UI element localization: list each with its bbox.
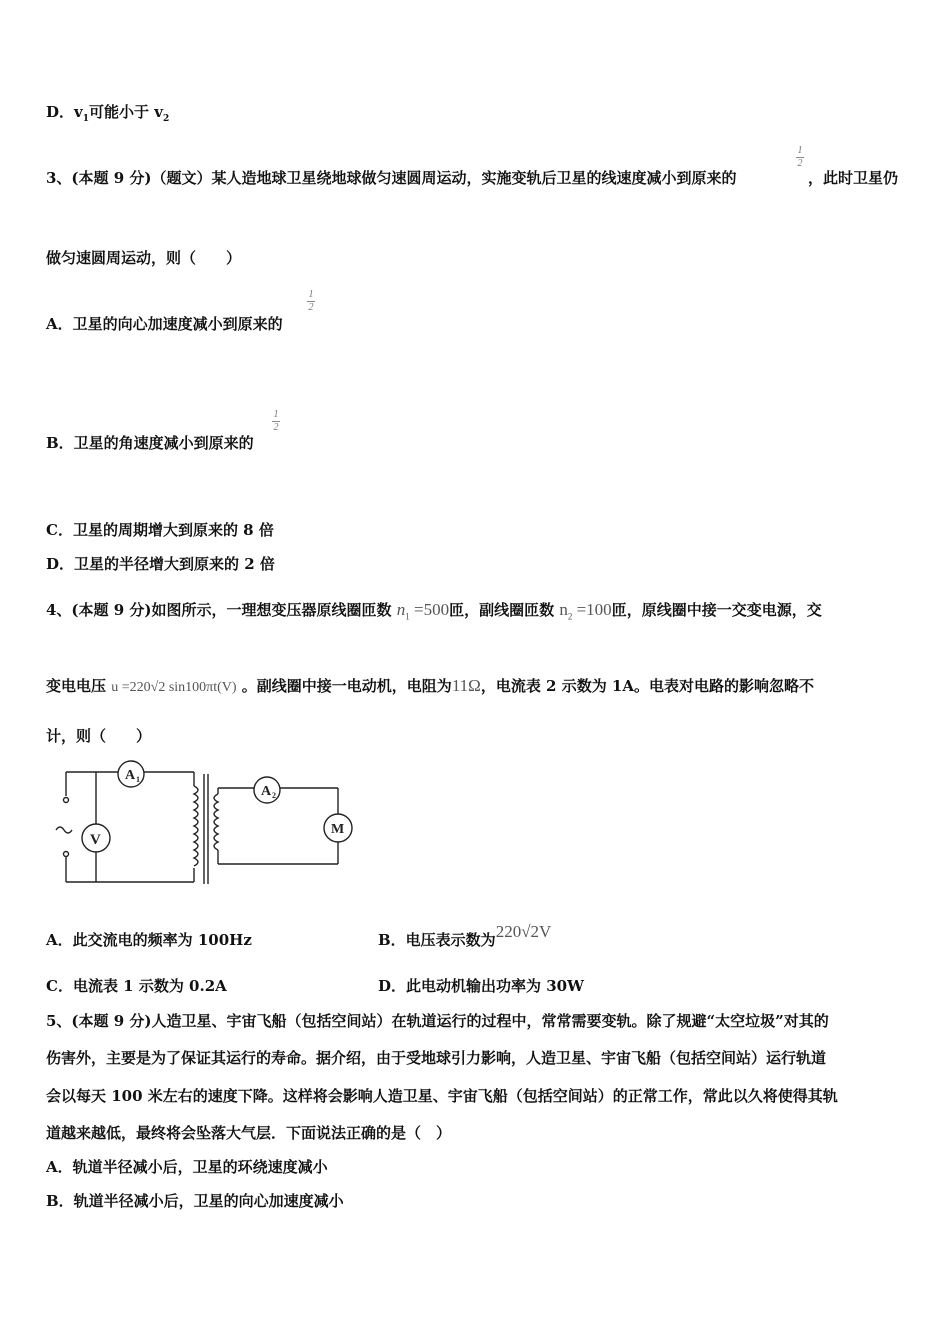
q4-option-b-value: 220√2V (495, 922, 552, 941)
q3-option-b-fraction: 1 2 (273, 409, 279, 433)
q4-resistance: 11Ω (451, 676, 481, 695)
q3-stem-line2: 做匀速圆周运动，则（ ） (46, 249, 242, 267)
q3-option-b: B．卫星的角速度减小到原来的 (46, 434, 254, 452)
q4-option-d: D．此电动机输出功率为 30W (378, 977, 584, 995)
q2-option-d: D．$v_1$可能小于 $v_2$ (46, 103, 170, 124)
q4-stem-line3: 计，则（ ） (46, 727, 152, 745)
q5-stem-line2: 伤害外，主要是为了保证其运行的寿命。据介绍，由于受地球引力影响，人造卫星、宇宙飞船（包括空间站）运行轨道 (46, 1049, 827, 1067)
q4-n1: $n_1 =500$ (396, 600, 450, 622)
q5-stem-line4: 道越来越低，最终将会坠落大气层．下面说法正确的是（ ） (46, 1124, 452, 1142)
q4-voltage-expression: u =220√2 sin100πt(V) (111, 680, 237, 695)
q4-option-b: B．电压表示数为220√2V (378, 922, 552, 949)
q4-n2: $n_2 =100$ (559, 600, 612, 622)
q3-option-c: C．卫星的周期增大到原来的 8 倍 (46, 521, 274, 539)
q4-option-a: A．此交流电的频率为 100Hz (46, 931, 252, 949)
q5-option-a: A．轨道半径减小后，卫星的环绕速度减小 (46, 1158, 328, 1176)
q4-stem-line1: 4、(本题 9 分)如图所示，一理想变压器原线圈匝数 $n_1 =500$匝，副线圈匝数 $n_2 =100$匝，原线圈中接一交变电源，交 (46, 600, 822, 622)
q5-stem-line1: 5、(本题 9 分)人造卫星、宇宙飞船（包括空间站）在轨道运行的过程中，常常需要变轨。除了规避“太空垃圾”对其的 (46, 1012, 829, 1030)
ammeter-2-subscript: 2 (272, 791, 276, 800)
ammeter-1-label: A (125, 768, 136, 783)
motor-label: M (331, 822, 345, 837)
q5-option-b: B．轨道半径减小后，卫星的向心加速度减小 (46, 1192, 344, 1210)
q3-stem-line1-tail: ，此时卫星仍 (808, 169, 899, 187)
q3-option-a: A．卫星的向心加速度减小到原来的 (46, 315, 283, 333)
q3-option-a-fraction: 1 2 (308, 289, 314, 313)
q4-stem-line2: 变电电压 u =220√2 sin100πt(V) 。副线圈中接一电动机，电阻为11Ω，电流表 2 示数为 1A。电表对电路的影响忽略不 (46, 676, 815, 695)
q5-stem-line3: 会以每天 100 米左右的速度下降。这样将会影响人造卫星、宇宙飞船（包括空间站）的正常工作，常此以久将使得其轨 (46, 1087, 838, 1105)
q3-stem-line1: 3、(本题 9 分)（题文）某人造地球卫星绕地球做匀速圆周运动，实施变轨后卫星的线速度减小到原来的 (46, 169, 737, 187)
q3-fraction-half: 1 2 (797, 145, 803, 169)
ammeter-1-subscript: 1 (136, 775, 140, 784)
q3-option-d: D．卫星的半径增大到原来的 2 倍 (46, 555, 275, 573)
q4-option-c: C．电流表 1 示数为 0.2A (46, 977, 227, 995)
voltmeter-label: V (90, 832, 101, 848)
transformer-circuit-diagram (48, 758, 358, 890)
ammeter-2-label: A (261, 784, 272, 799)
